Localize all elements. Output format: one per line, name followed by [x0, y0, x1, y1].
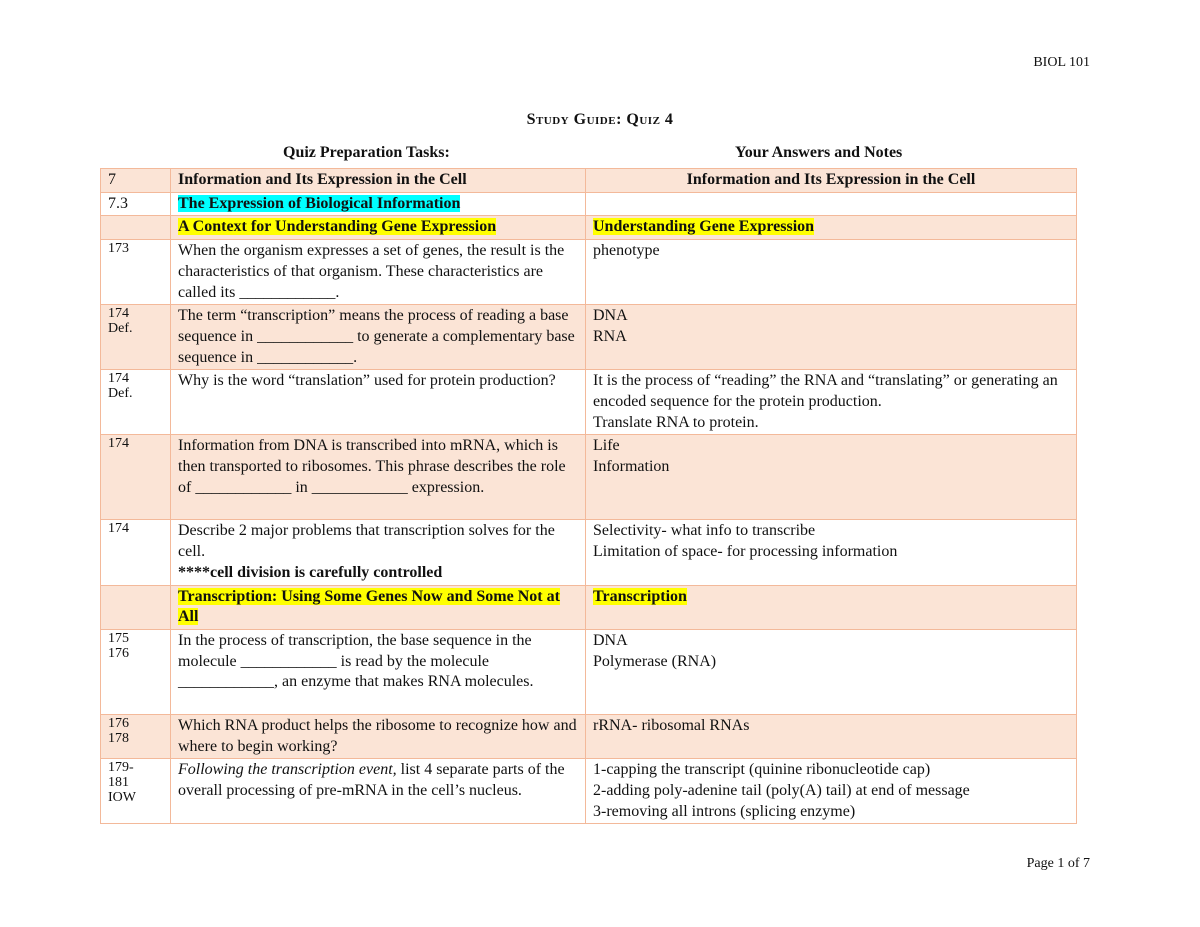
answer-line: RNA [593, 327, 627, 345]
answer-line: Life [593, 437, 620, 455]
question-text: When the organism expresses a set of genes, the result is the characteristics of that organism. These characteristics are called its ____________. [171, 240, 586, 305]
section-number [101, 585, 171, 629]
section-title-cell [171, 192, 586, 216]
table-row [101, 520, 1077, 585]
subsection-answer-cell [586, 585, 1077, 629]
subsection-title-cell [171, 585, 586, 629]
answer-cell[interactable] [586, 305, 1077, 370]
column-header-tasks: Quiz Preparation Tasks: [283, 144, 450, 161]
table-row [101, 192, 1077, 216]
subsection-answer-cell [586, 216, 1077, 240]
section-number: 7 [101, 169, 171, 193]
answer-line: 3-removing all introns (splicing enzyme) [593, 802, 856, 820]
study-guide-table [100, 168, 1077, 824]
page-reference: 175 176 [101, 629, 171, 714]
subsection-answer-title: Understanding Gene Expression [593, 218, 815, 236]
question-text: Following the transcription event, list 4 separate parts of the overall processing of pre-mRNA in the cell’s nucleus. [171, 759, 586, 824]
page-reference: 179- 181 IOW [101, 759, 171, 824]
table-row [101, 435, 1077, 520]
table-row [101, 759, 1077, 824]
table-row [101, 629, 1077, 714]
answer-line: It is the process of “reading” the RNA and “translating” or generating an encoded sequence for the protein production. [593, 372, 1058, 411]
chapter-title-answer: Information and Its Expression in the Cell [586, 169, 1077, 193]
page-reference: 173 [101, 240, 171, 305]
table-row [101, 585, 1077, 629]
question-text: Why is the word “translation” used for protein production? [171, 370, 586, 435]
question-text: The term “transcription” means the process of reading a base sequence in ____________ to generate a complementary base sequence in ____________. [171, 305, 586, 370]
answer-cell[interactable] [586, 192, 1077, 216]
answer-line: 1-capping the transcript (quinine ribonucleotide cap) [593, 761, 931, 779]
answer-cell[interactable] [586, 435, 1077, 520]
answer-line: phenotype [593, 242, 660, 260]
answer-cell[interactable] [586, 714, 1077, 758]
question-text: Describe 2 major problems that transcription solves for the cell. ****cell division is carefully controlled [171, 520, 586, 585]
answer-line: Translate RNA to protein. [593, 413, 759, 431]
answer-line: rRNA- ribosomal RNAs [593, 716, 750, 734]
chapter-title: Information and Its Expression in the Cell [171, 169, 586, 193]
section-title: The Expression of Biological Information [178, 194, 461, 212]
answer-line: Selectivity- what info to transcribe [593, 522, 816, 540]
question-text: Which RNA product helps the ribosome to recognize how and where to begin working? [171, 714, 586, 758]
page-reference: 174 [101, 435, 171, 520]
answer-cell[interactable] [586, 520, 1077, 585]
section-number [101, 216, 171, 240]
question-text: In the process of transcription, the base sequence in the molecule ____________ is read by the molecule ____________, an enzyme that makes RNA molecules. [171, 629, 586, 714]
page-title: Study Guide: Quiz 4 [526, 111, 674, 128]
table-row [101, 216, 1077, 240]
subsection-title: A Context for Understanding Gene Expression [178, 218, 497, 236]
subsection-title: Transcription: Using Some Genes Now and Some Not at All [178, 587, 560, 626]
answer-cell[interactable] [586, 370, 1077, 435]
question-note: ****cell division is carefully controlled [178, 563, 443, 581]
answer-line: Polymerase (RNA) [593, 652, 717, 670]
subsection-answer-title: Transcription [593, 587, 687, 605]
page-reference: 174 Def. [101, 370, 171, 435]
question-italic-lead: Following the transcription event, [178, 761, 397, 779]
section-number: 7.3 [101, 192, 171, 216]
answer-cell[interactable] [586, 629, 1077, 714]
table-row [101, 169, 1077, 193]
page-reference: 174 Def. [101, 305, 171, 370]
answer-cell[interactable] [586, 759, 1077, 824]
course-code: BIOL 101 [1033, 55, 1090, 70]
question-text: Information from DNA is transcribed into mRNA, which is then transported to ribosomes. This phrase describes the role of ____________ in ____________ expression. [171, 435, 586, 520]
answer-line: Limitation of space- for processing information [593, 543, 898, 561]
answer-line: 2-adding poly-adenine tail (poly(A) tail) at end of message [593, 782, 970, 800]
answer-line: Information [593, 458, 670, 476]
table-row [101, 370, 1077, 435]
page-number: Page 1 of 7 [1026, 856, 1090, 871]
table-row [101, 714, 1077, 758]
table-row [101, 305, 1077, 370]
subsection-title-cell [171, 216, 586, 240]
answer-cell[interactable] [586, 240, 1077, 305]
table-row [101, 240, 1077, 305]
answer-line: DNA [593, 307, 628, 325]
page-reference: 174 [101, 520, 171, 585]
page-reference: 176 178 [101, 714, 171, 758]
answer-line: DNA [593, 631, 628, 649]
column-header-answers: Your Answers and Notes [735, 144, 903, 161]
